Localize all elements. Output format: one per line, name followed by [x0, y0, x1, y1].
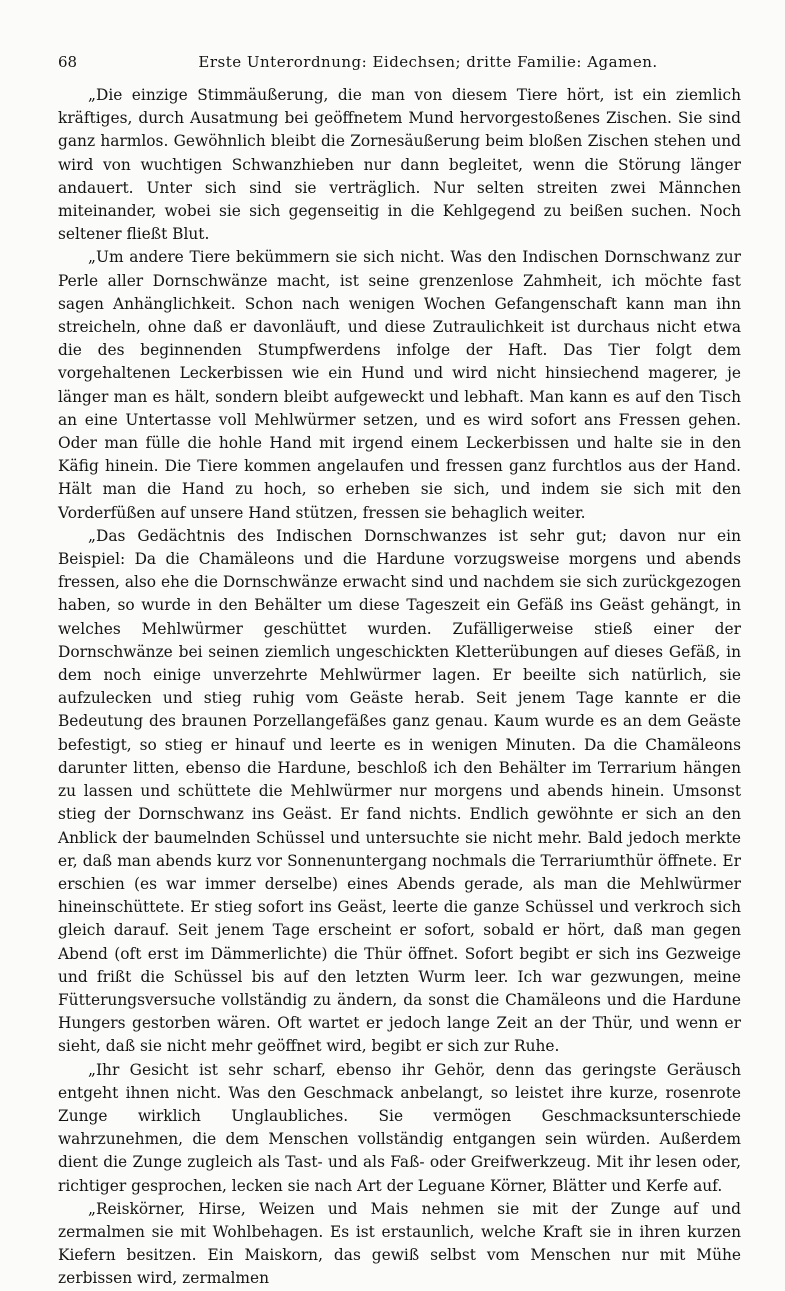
paragraph: „Reiskörner, Hirse, Weizen und Mais nehmen sie mit der Zunge auf und zermalmen sie mit Wohlbehagen. Es ist erstaunlich, welche Kraft sie in ihren kurzen Kiefern besitzen. Ein Maiskorn, das gewiß selbst vom Menschen nur mit Mühe zerbissen wird, zermalmen [58, 1199, 741, 1288]
page-number: 68 [58, 53, 78, 71]
paragraph: „Ihr Gesicht ist sehr scharf, ebenso ihr Gehör, denn das geringste Geräusch entgeht ihnen nicht. Was den Geschmack anbelangt, so leistet ihre kurze, rosenrote Zunge wirklich Unglaubliches. Sie vermögen Geschmacksunterschiede wahrzunehmen, die dem Menschen vollständig entgangen sein würden. Außerdem dient die Zunge zugleich als Tast- und als Faß- oder Greifwerkzeug. Mit ihr lesen oder, richtiger gesprochen, lecken sie nach Art der Leguane Körner, Blätter und Kerfe auf. [58, 1060, 741, 1195]
page-header [58, 50, 738, 74]
paragraph: „Um andere Tiere bekümmern sie sich nicht. Was den Indischen Dornschwanz zur Perle aller Dornschwänze macht, ist seine grenzenlose Zahmheit, ich möchte fast sagen Anhänglichkeit. Schon nach wenigen Wochen Gefangenschaft kann man ihn streicheln, ohne daß er davonläuft, und diese Zutraulichkeit ist durchaus nicht etwa die des beginnenden Stumpfwerdens infolge der Haft. Das Tier folgt dem vorgehaltenen Leckerbissen wie ein Hund und wird nicht hinsiechend magerer, je länger man es hält, sondern bleibt aufgeweckt und lebhaft. Man kann es auf den Tisch an eine Untertasse voll Mehlwürmer setzen, und es wird sofort ans Fressen gehen. Oder man fülle die hohle Hand mit irgend einem Leckerbissen und halte sie in den Käfig hinein. Die Tiere kommen angelaufen und fressen ganz furchtlos aus der Hand. Hält man die Hand zu hoch, so erheben sie sich, und indem sie sich mit den Vorderfüßen auf unsere Hand stützen, fressen sie behaglich weiter. [58, 248, 741, 522]
paragraph: „Die einzige Stimmäußerung, die man von diesem Tiere hört, ist ein ziemlich kräftiges, durch Ausatmung bei geöffnetem Mund hervorgestoßenes Zischen. Sie sind ganz harmlos. Gewöhnlich bleibt die Zornesäußerung beim bloßen Zischen stehen und wird von wuchtigen Schwanzhieben nur dann begleitet, wenn die Störung länger andauert. Unter sich sind sie verträglich. Nur selten streiten zwei Männchen miteinander, wobei sie sich gegenseitig in die Kehlgegend zu beißen suchen. Noch seltener fließt Blut. [58, 86, 741, 244]
body-text [58, 84, 741, 1291]
paragraph: „Das Gedächtnis des Indischen Dornschwanzes ist sehr gut; davon nur ein Beispiel: Da die Chamäleons und die Hardune vorzugsweise morgens und abends fressen, also ehe die Dornschwänze erwacht sind und nachdem sie sich zurückgezogen haben, so wurde in den Behälter um diese Tageszeit ein Gefäß ins Geäst gehängt, in welches Mehlwürmer geschüttet wurden. Zufälligerweise stieß einer der Dornschwänze bei seinen ziemlich ungeschickten Kletterübungen auf dieses Gefäß, in dem noch einige unverzehrte Mehlwürmer lagen. Er beeilte sich natürlich, sie aufzulecken und stieg ruhig vom Geäste herab. Seit jenem Tage kannte er die Bedeutung des braunen Porzellangefäßes ganz genau. Kaum wurde es an dem Geäste befestigt, so stieg er hinauf und leerte es in wenigen Minuten. Da die Chamäleons darunter litten, ebenso die Hardune, beschloß ich den Behälter im Terrarium hängen zu lassen und schüttete die Mehlwürmer nur morgens und abends hinein. Umsonst stieg der Dornschwanz ins Geäst. Er fand nichts. Endlich gewöhnte er sich an den Anblick der baumelnden Schüssel und untersuchte sie nicht mehr. Bald jedoch merkte er, daß man abends kurz vor Sonnenuntergang nochmals die Terrariumthür öffnete. Er erschien (es war immer derselbe) eines Abends gerade, als man die Mehlwürmer hineinschüttete. Er stieg sofort ins Geäst, leerte die ganze Schüssel und verkroch sich gleich darauf. Seit jenem Tage erscheint er sofort, sobald er hört, daß man gegen Abend (oft erst im Dämmerlichte) die Thür öffnet. Sofort begibt er sich ins Gezweige und frißt die Schüssel bis auf den letzten Wurm leer. Ich war gezwungen, meine Fütterungsversuche vollständig zu ändern, da sonst die Chamäleons und die Hardune Hungers gestorben wären. Oft wartet er jedoch lange Zeit an der Thür, und wenn er sieht, daß sie nicht mehr geöffnet wird, begibt er sich zur Ruhe. [58, 526, 741, 1056]
running-head: Erste Unterordnung: Eidechsen; dritte Familie: Agamen. [198, 53, 658, 71]
